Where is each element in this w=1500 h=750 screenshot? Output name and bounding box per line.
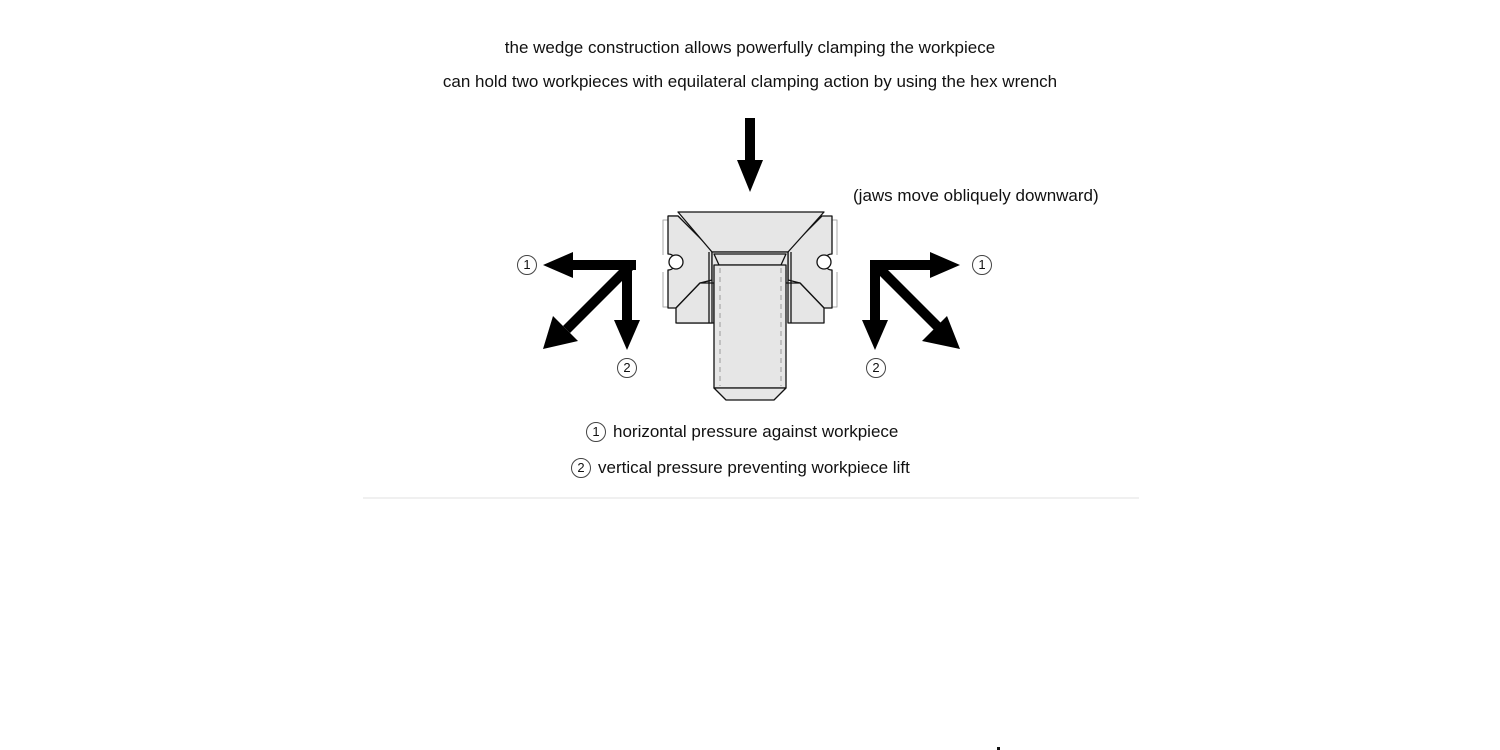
right-force-arrows [862, 252, 960, 350]
section-divider [363, 497, 1139, 499]
legend-text-1: horizontal pressure against workpiece [613, 422, 899, 441]
legend-number-1: 1 [586, 422, 606, 442]
marker-2-right: 2 [866, 358, 886, 378]
legend-number-2: 2 [571, 458, 591, 478]
downward-force-arrow [737, 118, 763, 192]
legend-item-1 [586, 422, 898, 442]
description-line-1: the wedge construction allows powerfully clamping the workpiece [504, 38, 996, 57]
jaws-annotation: (jaws move obliquely downward) [853, 186, 1099, 205]
marker-2-left: 2 [617, 358, 637, 378]
legend-text-2: vertical pressure preventing workpiece lift [598, 458, 910, 477]
vise-body [663, 212, 837, 400]
marker-1-right: 1 [972, 255, 992, 275]
marker-1-left: 1 [517, 255, 537, 275]
description-line-2: can hold two workpieces with equilateral clamping action by using the hex wrench [442, 72, 1058, 91]
left-force-arrows [543, 252, 640, 350]
legend-item-2 [571, 458, 910, 478]
